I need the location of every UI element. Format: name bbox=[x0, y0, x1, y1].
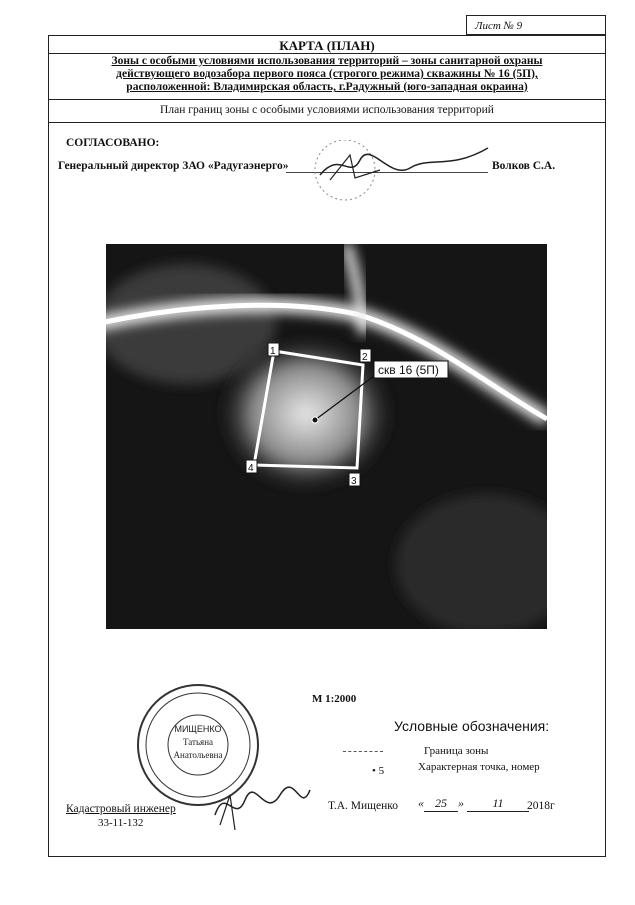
date-year: 2018г bbox=[527, 800, 555, 812]
subtitle-line-2: действующего водозабора первого пояса (строгого режима) скважины № 16 (5П), bbox=[116, 68, 538, 80]
legend-boundary-symbol bbox=[343, 751, 383, 752]
point-1-label: 1 bbox=[270, 346, 276, 357]
director-name: Волков С.А. bbox=[492, 160, 556, 172]
sheet-number: Лист № 9 bbox=[466, 15, 606, 35]
date-month: 11 bbox=[467, 796, 529, 812]
legend-boundary-text: Граница зоны bbox=[424, 745, 489, 757]
satellite-map bbox=[106, 244, 547, 629]
date-day: 25 bbox=[424, 796, 458, 812]
agreed-label: СОГЛАСОВАНО: bbox=[66, 137, 160, 149]
engineer-name: Т.А. Мищенко bbox=[328, 800, 399, 812]
subtitle-line-3: расположенной: Владимирская область, г.Радужный (юго-западная окраина) bbox=[126, 81, 528, 93]
point-2-label: 2 bbox=[362, 352, 368, 363]
point-3-label: 3 bbox=[351, 476, 357, 487]
divider bbox=[49, 122, 605, 123]
legend-point-text: Характерная точка, номер bbox=[418, 761, 540, 773]
svg-text:Татьяна: Татьяна bbox=[182, 737, 214, 747]
document-title: КАРТА (ПЛАН) bbox=[279, 38, 375, 53]
well-label: скв 16 (5П) bbox=[378, 363, 439, 377]
engineer-title: Кадастровый инженер bbox=[66, 803, 176, 815]
legend-title: Условные обозначения: bbox=[394, 718, 550, 734]
point-4-label: 4 bbox=[248, 463, 254, 474]
well-point bbox=[312, 417, 318, 423]
svg-text:МИЩЕНКО: МИЩЕНКО bbox=[174, 724, 222, 734]
map-canvas bbox=[106, 244, 547, 629]
director-title: Генеральный директор ЗАО «Радугаэнерго» bbox=[58, 160, 289, 172]
svg-text:Анатольевна: Анатольевна bbox=[173, 750, 223, 760]
legend-point-symbol: • 5 bbox=[372, 765, 385, 777]
engineer-id: 33-11-132 bbox=[98, 817, 144, 829]
subtitle-line-1: Зоны с особыми условиями использования территорий – зоны санитарной охраны bbox=[111, 55, 543, 67]
director-signature bbox=[300, 140, 490, 210]
map-scale: М 1:2000 bbox=[312, 693, 357, 705]
divider bbox=[49, 99, 605, 100]
signing-date: « 25 » 11 bbox=[418, 796, 529, 812]
plan-caption: План границ зоны с особыми условиями использования территорий bbox=[160, 104, 494, 116]
engineer-signature bbox=[205, 775, 315, 835]
